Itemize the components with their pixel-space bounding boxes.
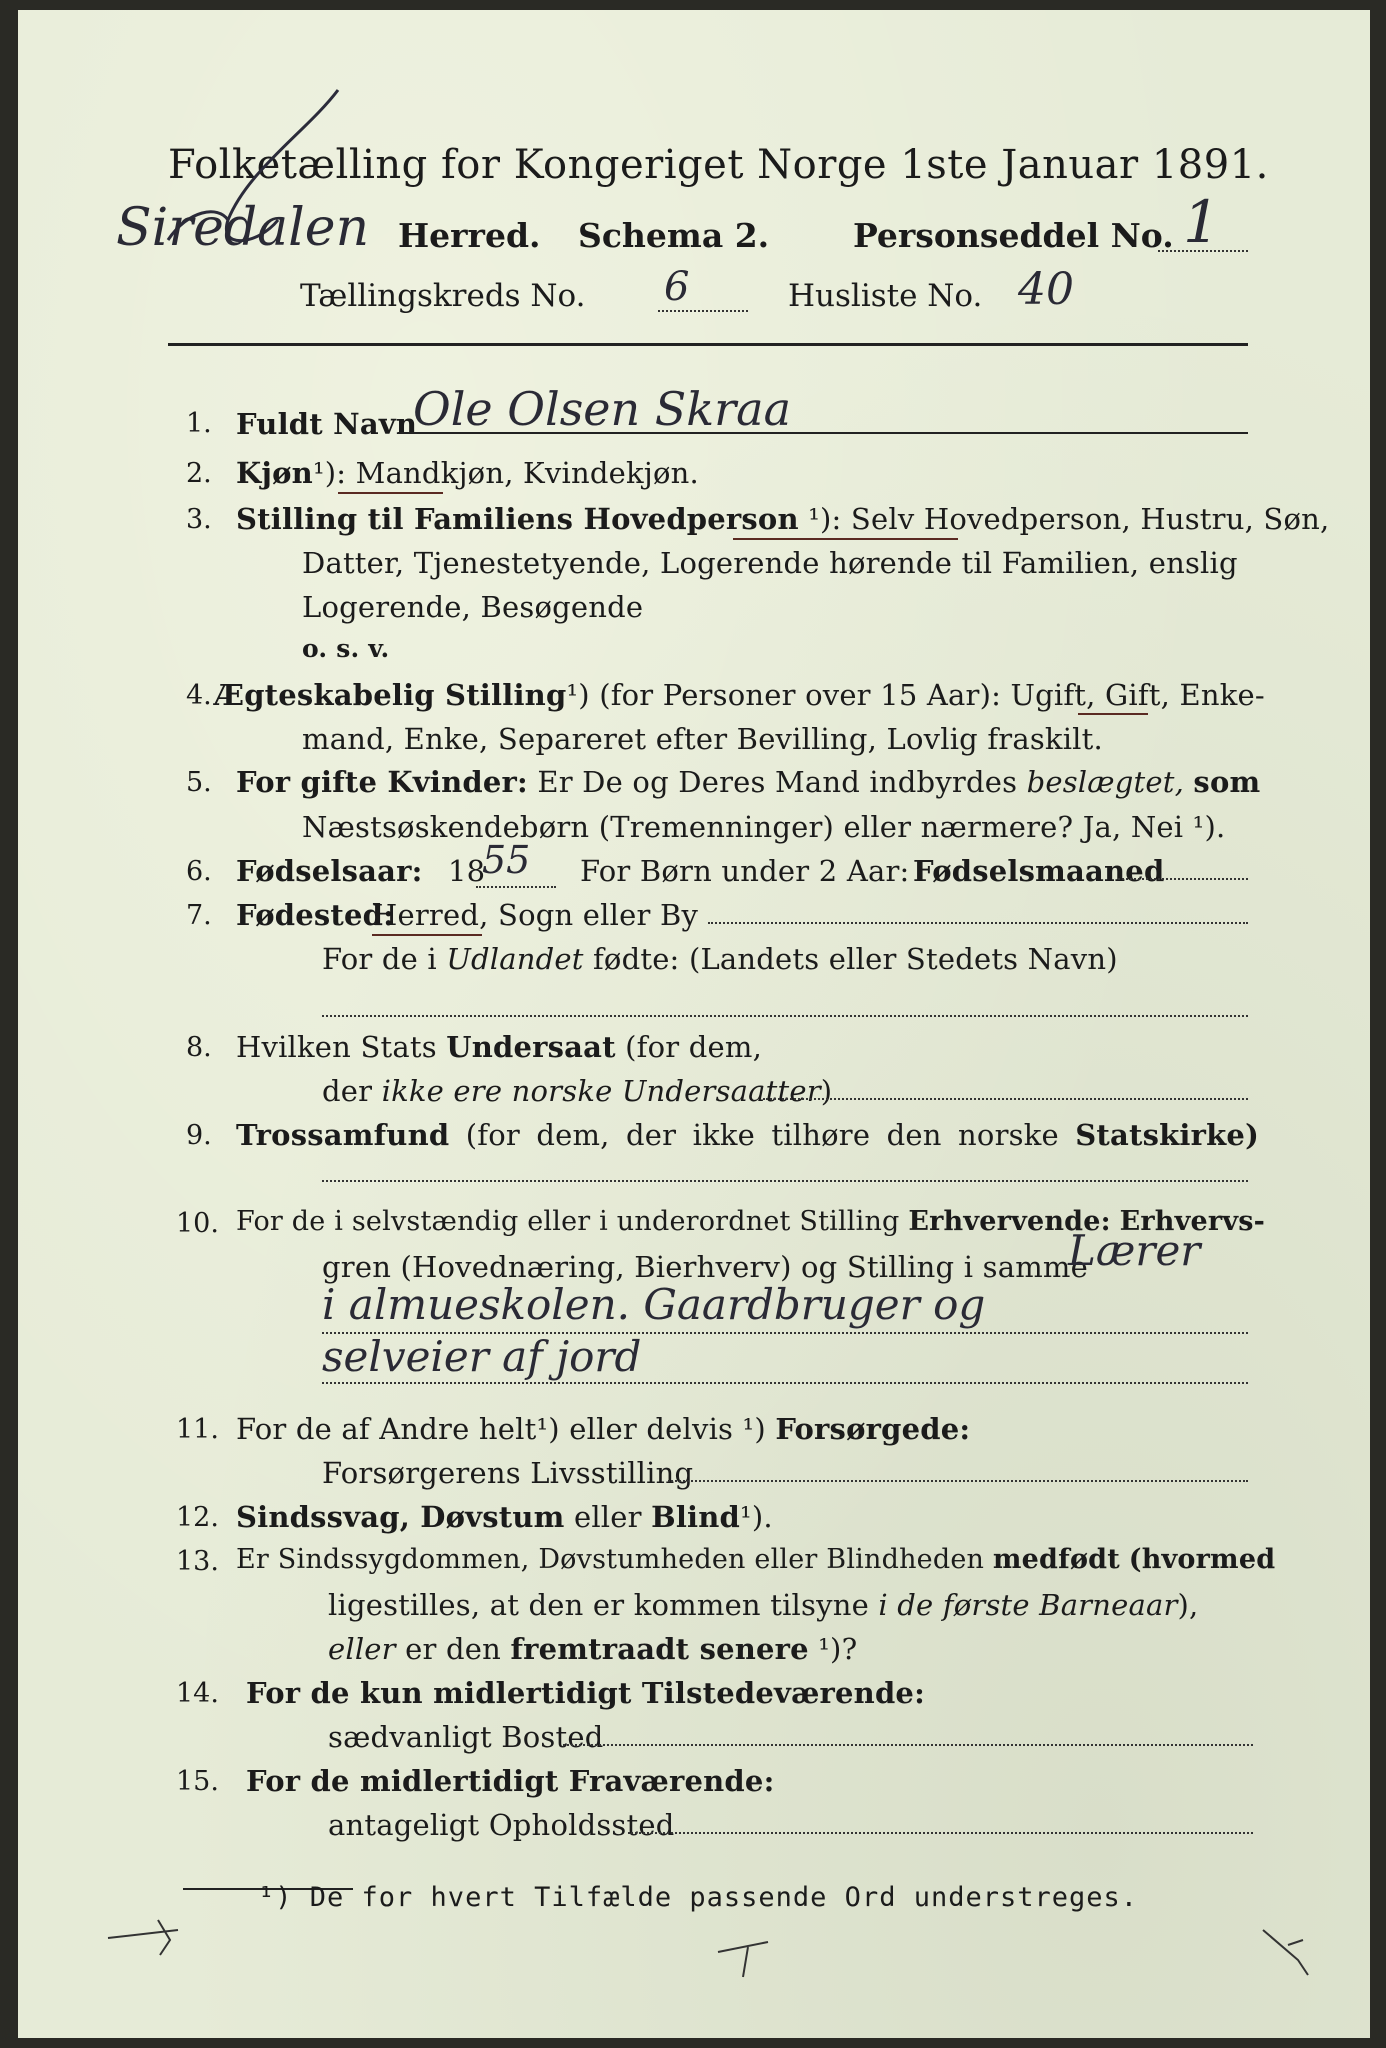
header-rule	[168, 343, 1248, 346]
born-text: For Børn under 2 Aar:	[580, 854, 910, 888]
udlandet-a: For de i	[322, 942, 437, 976]
stilling-options: Hustru, Søn,	[1140, 502, 1330, 536]
husliste-number: 40	[1018, 264, 1074, 315]
tilstede-label: For de kun midlertidigt Tilstedeværende:	[246, 1676, 925, 1710]
fodested-text: Sogn eller By	[498, 898, 699, 932]
medfodt-line-2	[328, 1588, 1198, 1622]
stilling-line-1	[236, 502, 1329, 536]
livsstilling-label: Forsørgerens Livsstilling	[322, 1456, 694, 1490]
item-number: 4.	[186, 680, 212, 711]
erhverv-dotline-3	[322, 1382, 1248, 1384]
item-number: 11.	[176, 1414, 219, 1445]
schema-label: Schema 2.	[578, 216, 770, 255]
medfodt-line-3	[328, 1632, 857, 1666]
gift-underline	[1078, 713, 1148, 715]
aegteskab-label: Ægteskabelig Stilling	[214, 678, 567, 712]
medfodt-line3b: er den	[405, 1632, 502, 1666]
aegteskab-line-1	[214, 678, 1265, 712]
erhverv-c: Erhvervs-	[1119, 1206, 1266, 1237]
undersaat-label: Undersaat	[446, 1030, 616, 1064]
occupation-handwritten-2: i almueskolen. Gaardbruger og	[322, 1280, 986, 1329]
item-number: 9.	[186, 1120, 212, 1151]
occupation-handwritten-1: Lærer	[1068, 1226, 1201, 1275]
erhverv-dotline-2	[322, 1332, 1248, 1334]
forsorgede-b: ¹) eller delvis ¹)	[536, 1412, 766, 1446]
undersaat-c: (for dem,	[625, 1030, 762, 1064]
undersaat-line2a: der	[322, 1074, 373, 1108]
corner-mark-right	[1258, 1920, 1318, 1980]
undersaat-dotline	[763, 1098, 1248, 1100]
medfodt-label: medfødt	[992, 1544, 1120, 1575]
opholdssted-dotline	[628, 1832, 1253, 1834]
stilling-line-2: Datter, Tjenestetyende, Logerende hørende til Familien, enslig	[302, 546, 1238, 580]
item-number: 14.	[176, 1678, 219, 1709]
udlandet-dotline	[322, 1015, 1248, 1017]
census-form-page	[18, 10, 1370, 2038]
footnote-ref: ¹).	[740, 1500, 773, 1534]
udlandet-c: fødte: (Landets eller Stedets Navn)	[592, 942, 1118, 976]
udlandet-line	[322, 942, 1118, 976]
item-number: 15.	[176, 1766, 219, 1797]
forsorgede-label: Forsørgede:	[775, 1412, 971, 1446]
personseddel-dotline	[1158, 250, 1248, 252]
medfodt-line2c: ),	[1177, 1588, 1199, 1622]
personseddel-label: Personseddel No.	[853, 216, 1174, 255]
som-word: som	[1193, 765, 1261, 799]
undersaat-ital: ikke ere norske Undersaatter	[381, 1074, 821, 1108]
item-number: 5.	[186, 767, 212, 798]
fravaerende-label: For de midlertidigt Fraværende:	[246, 1764, 775, 1798]
gifte-line-1	[236, 765, 1260, 799]
opholdssted-label: antageligt Opholdssted	[328, 1808, 675, 1842]
forsorgede-a: For de af Andre helt	[236, 1412, 537, 1446]
kvindekjon-option: Kvindekjøn.	[523, 456, 699, 490]
item-number: 2.	[186, 458, 212, 489]
fodested-label: Fødested:	[236, 898, 395, 932]
undersaat-line2c: )	[820, 1074, 833, 1108]
gifte-label: For gifte Kvinder:	[236, 765, 528, 799]
undersaat-line-2	[322, 1074, 832, 1108]
stilling-line-4: o. s. v.	[302, 634, 390, 663]
mandkjon-option: Mandkjøn,	[355, 456, 514, 490]
name-line	[398, 432, 1248, 434]
item-number: 7.	[186, 900, 212, 931]
item-number: 1.	[186, 408, 212, 439]
aegteskab-text: ¹) (for Personer over 15 Aar): Ugift,	[566, 678, 1096, 712]
erhverv-label: Erhvervende:	[908, 1206, 1111, 1237]
erhverv-a: For de i selvstændig eller i underordnet Stilling	[236, 1206, 900, 1237]
medfodt-c: (hvormed	[1128, 1544, 1276, 1575]
herred-underline	[372, 934, 482, 936]
footnote-ref: ¹):	[808, 502, 842, 536]
bosted-dotline	[563, 1744, 1253, 1746]
erhverv-line-2: gren (Hovednæring, Bierhverv) og Stilling i samme	[322, 1250, 1088, 1284]
fremtraadt-label: fremtraadt senere	[510, 1632, 809, 1666]
eller-ital: eller	[328, 1632, 396, 1666]
gifte-text: Er De og Deres Mand indbyrdes	[537, 765, 1018, 799]
trossamfund-label: Trossamfund	[236, 1118, 450, 1152]
maaned-dotline	[1118, 878, 1248, 880]
footnote-ref: ¹)?	[818, 1632, 858, 1666]
trossamfund-dotline	[322, 1180, 1248, 1182]
kreds-label: Tællingskreds No.	[300, 278, 586, 314]
gifte-line-2: Næstsøskendebørn (Tremenninger) eller nærmere? Ja, Nei ¹).	[302, 810, 1226, 844]
herred-option: Herred,	[372, 898, 489, 932]
trossamfund-text: (for dem, der ikke tilhøre den norske	[465, 1118, 1059, 1152]
udlandet-word: Udlandet	[446, 942, 584, 976]
selv-hovedperson-option: Selv Hovedperson,	[850, 502, 1131, 536]
personseddel-number: 1	[1183, 188, 1220, 256]
corner-mark-middle	[708, 1922, 778, 1982]
item-number: 12.	[176, 1502, 219, 1533]
corner-mark-left	[98, 1910, 188, 1960]
form-title: Folketælling for Kongeriget Norge 1ste Januar 1891.	[168, 142, 1269, 188]
name-answer: Ole Olsen Skraa	[413, 382, 791, 436]
footnote-ref: ¹):	[312, 456, 347, 490]
herred-name-handwritten: Siredalen	[116, 198, 370, 258]
selv-hovedperson-underline	[733, 538, 958, 540]
sindssvag-label: Sindssvag, Døvstum	[236, 1500, 565, 1534]
trossamfund-line	[236, 1118, 1259, 1152]
mandkjon-underline	[338, 492, 443, 494]
year-dotline	[476, 886, 556, 888]
bosted-label: sædvanligt Bosted	[328, 1720, 604, 1754]
stilling-label: Stilling til Familiens Hovedperson	[236, 502, 799, 536]
item-number: 6.	[186, 856, 212, 887]
fuldt-navn-label: Fuldt Navn	[236, 407, 418, 441]
medfodt-line2a: ligestilles, at den er kommen tilsyne	[328, 1588, 869, 1622]
fodested-dotline	[708, 922, 1248, 924]
fodselsaar-label: Fødselsaar:	[236, 854, 423, 888]
enke-option: Enke-	[1179, 678, 1265, 712]
medfodt-line-1	[236, 1544, 1275, 1575]
fodselsmaaned-label: Fødselsmaaned	[913, 854, 1165, 888]
blind-label: Blind	[651, 1500, 741, 1534]
kjon-line	[236, 456, 699, 490]
item-number: 13.	[176, 1546, 219, 1577]
husliste-label: Husliste No.	[788, 278, 983, 314]
undersaat-line-1	[236, 1030, 762, 1064]
footnote-text: ¹) De for hvert Tilfælde passende Ord understreges.	[258, 1882, 1139, 1913]
undersaat-a: Hvilken Stats	[236, 1030, 437, 1064]
herred-label: Herred.	[398, 216, 541, 255]
barneaar-ital: i de første Barneaar	[878, 1588, 1178, 1622]
kjon-label: Kjøn	[236, 456, 313, 490]
forsorgede-line	[236, 1412, 970, 1446]
kreds-number: 6	[664, 264, 690, 310]
livsstilling-dotline	[668, 1480, 1248, 1482]
gift-option: Gift,	[1105, 678, 1171, 712]
beslaegtet-word: beslægtet,	[1026, 765, 1184, 799]
stilling-line-3: Logerende, Besøgende	[302, 590, 644, 624]
statskirke-word: Statskirke)	[1075, 1118, 1259, 1152]
item-number: 8.	[186, 1032, 212, 1063]
item-number: 3.	[186, 504, 212, 535]
medfodt-a: Er Sindssygdommen, Døvstumheden eller Blindheden	[236, 1544, 985, 1575]
year-prefix: 18	[448, 854, 486, 888]
eller-word: eller	[573, 1500, 642, 1534]
occupation-handwritten-3: selveier af jord	[322, 1332, 642, 1381]
kreds-dotline	[658, 310, 748, 312]
aegteskab-line-2: mand, Enke, Separeret efter Bevilling, Lovlig fraskilt.	[302, 722, 1103, 756]
birth-year-handwritten: 55	[482, 838, 531, 882]
sindssvag-line	[236, 1500, 773, 1534]
item-number: 10.	[176, 1208, 219, 1239]
